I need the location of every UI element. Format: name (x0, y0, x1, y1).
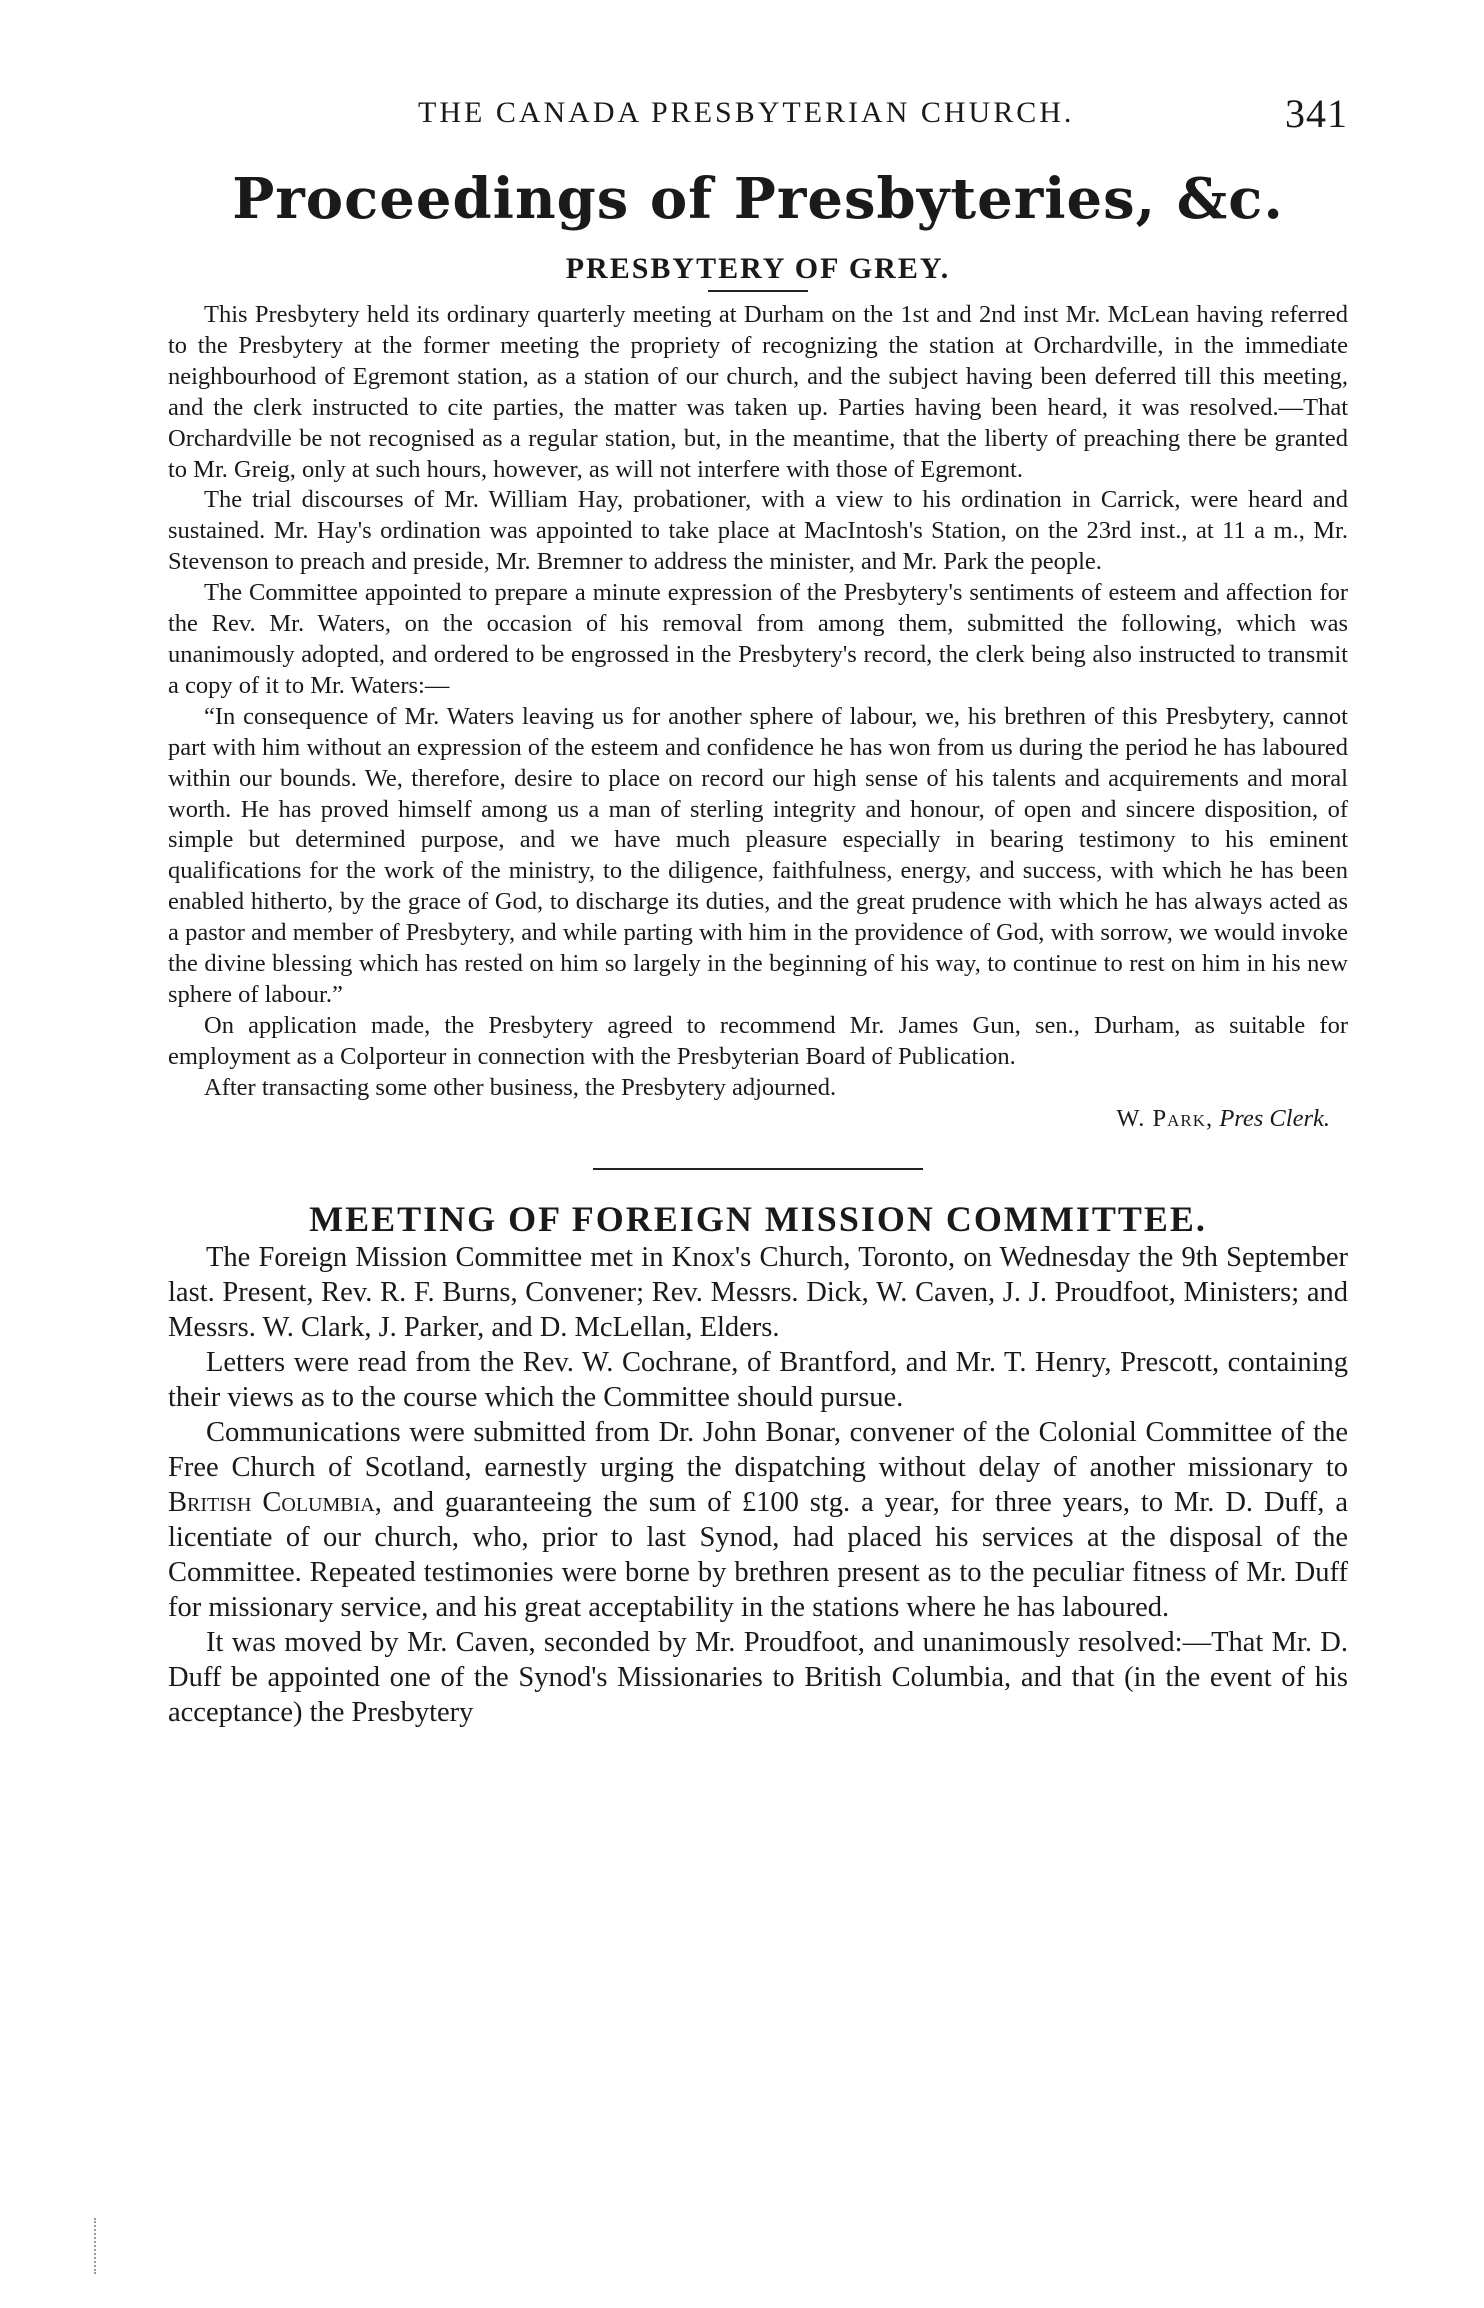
running-title: THE CANADA PRESBYTERIAN CHURCH. (418, 96, 1075, 129)
paragraph: The trial discourses of Mr. William Hay, probationer, with a view to his ordination in Carrick, were heard and sustained. Mr. Hay's ordination was appointed to take place at MacIntosh's Station, on the 23rd inst., at 11 a m., Mr. Stevenson to preach and preside, Mr. Bremner to address the minister, and Mr. Park the people. (168, 486, 1348, 576)
small-caps-place-name: British Columbia, (168, 1486, 382, 1518)
paragraph: It was moved by Mr. Caven, seconded by Mr. Proudfoot, and unanimously resolved:—That Mr. D. Duff be appointed one of the Synod's Missionaries to British Columbia, and that (in the event of his acceptance) the Presbytery (168, 1626, 1348, 1728)
paragraph: Letters were read from the Rev. W. Cochrane, of Brantford, and Mr. T. Henry, Prescott, containing their views as to the course which the Committee should pursue. (168, 1346, 1348, 1413)
paragraph: On application made, the Presbytery agreed to recommend Mr. James Gun, sen., Durham, as suitable for employment as a Colporteur in connection with the Presbyterian Board of Publication. (168, 1011, 1348, 1070)
paragraph: The Foreign Mission Committee met in Knox's Church, Toronto, on Wednesday the 9th September last. Present, Rev. R. F. Burns, Convener; Rev. Messrs. Dick, W. Caven, J. J. Proudfoot, Ministers; and Messrs. W. Clark, J. Parker, and D. McLellan, Elders. (168, 1241, 1348, 1343)
paragraph: The Committee appointed to prepare a minute expression of the Presbytery's sentiments of esteem and affection for the Rev. Mr. Waters, on the occasion of his removal from among them, submitted the following, which was unanimously adopted, and ordered to be engrossed in the Presbytery's record, the clerk being also instructed to transmit a copy of it to Mr. Waters:— (168, 579, 1348, 699)
paragraph: This Presbytery held its ordinary quarterly meeting at Durham on the 1st and 2nd inst Mr. McLean having referred to the Presbytery at the former meeting the propriety of recognizing the station at Orchardville, in the immediate neighbourhood of Egremont station, as a station of our church, and the subject having been deferred till this meeting, and the clerk instructed to cite parties, the matter was taken up. Parties having been heard, it was resolved.—That Orchardville be not recognised as a regular station, but, in the meantime, that the liberty of preaching there be granted to Mr. Greig, only at such hours, however, as will not interfere with those of Egremont. (168, 301, 1348, 483)
text-run: and guaranteeing the sum of £100 stg. a year, for three years, to Mr. D. Duff, a licentiate of our church, who, prior to last Synod, had placed his services at the disposal of the Committee. Repeated testimonies were borne by brethren present as to the peculiar fitness of Mr. Duff for missionary service, and his great acceptability in the stations where he has laboured. (168, 1486, 1348, 1623)
clerk-signature (168, 1104, 1330, 1134)
paragraph (168, 1415, 1348, 1625)
presbytery-of-grey-section (168, 252, 1348, 1134)
foreign-mission-section (168, 1198, 1348, 1730)
signature-name: W. Park, (1116, 1104, 1214, 1132)
section-divider (593, 1168, 923, 1170)
foreign-mission-heading: MEETING OF FOREIGN MISSION COMMITTEE. (309, 1198, 1207, 1239)
page-number: 341 (1285, 91, 1348, 136)
quoted-minute: “In consequence of Mr. Waters leaving us for another sphere of labour, we, his brethren of this Presbytery, cannot part with him without an expression of the esteem and confidence he has won from us during the period he has laboured within our bounds. We, therefore, desire to place on record our high sense of his talents and acquirements and moral worth. He has proved himself among us a man of sterling integrity and honour, of open and sincere disposition, of simple but determined purpose, and we have much pleasure especially in bearing testimony to his eminent qualifications for the work of the ministry, to the diligence, faithfulness, energy, and success, with which he has been enabled hitherto, by the grace of God, to discharge its duties, and the great prudence with which he has always acted as a pastor and member of Presbytery, and while parting with him in the providence of God, with sorrow, we would invoke the divine blessing which has rested on him so largely in the beginning of his way, to continue to rest on him in his new sphere of labour.” (168, 702, 1348, 1008)
text-run: Communications were submitted from Dr. John Bonar, convener of the Colonial Committee of the Free Church of Scotland, earnestly urging the dispatching without delay of another missionary to (168, 1416, 1348, 1483)
document-page (168, 90, 1348, 1730)
main-title: Proceedings of Presbyteries, &c. (232, 166, 1284, 232)
heading-rule (708, 290, 808, 292)
presbytery-of-grey-heading: PRESBYTERY OF GREY. (565, 252, 951, 285)
signature-role: Pres Clerk. (1219, 1104, 1330, 1132)
paragraph: After transacting some other business, the Presbytery adjourned. (204, 1073, 837, 1101)
running-header (168, 90, 1348, 140)
margin-dots (94, 2218, 98, 2274)
